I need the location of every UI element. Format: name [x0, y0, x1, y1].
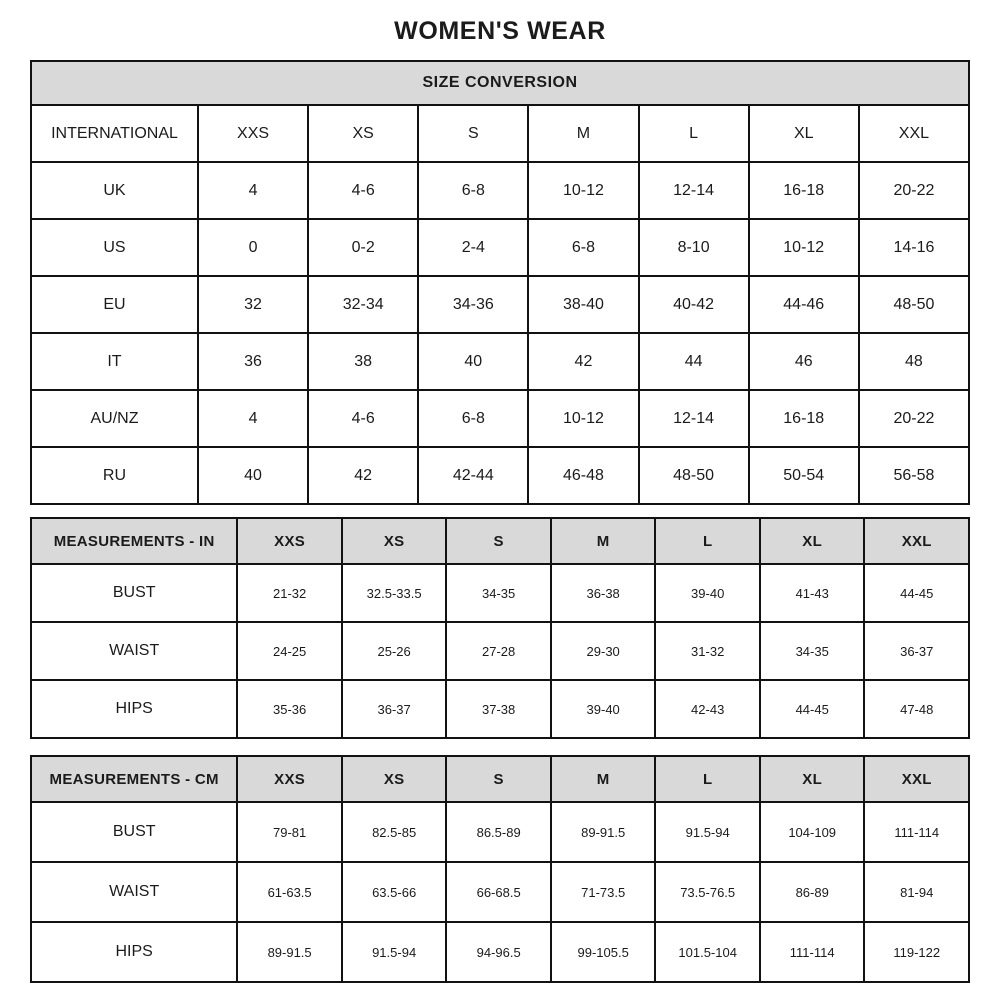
value-cell: 4-6: [308, 390, 418, 447]
value-cell: 48-50: [639, 447, 749, 504]
size-column-header: XL: [760, 518, 865, 564]
value-cell: 48-50: [859, 276, 969, 333]
value-cell: 56-58: [859, 447, 969, 504]
value-cell: 46: [749, 333, 859, 390]
measurements-cm-body: [31, 756, 969, 982]
size-column-header: M: [551, 518, 656, 564]
row-label: BUST: [31, 802, 237, 862]
value-cell: 10-12: [749, 219, 859, 276]
value-cell: 89-91.5: [237, 922, 342, 982]
table-row: [31, 922, 969, 982]
value-cell: 39-40: [551, 680, 656, 738]
value-cell: 0-2: [308, 219, 418, 276]
size-column-header: XL: [760, 756, 865, 802]
table-row: [31, 802, 969, 862]
value-cell: 10-12: [528, 390, 638, 447]
table-row: [31, 862, 969, 922]
value-cell: 40: [198, 447, 308, 504]
value-cell: 36: [198, 333, 308, 390]
value-cell: 119-122: [864, 922, 969, 982]
value-cell: 38-40: [528, 276, 638, 333]
value-cell: 73.5-76.5: [655, 862, 760, 922]
row-label: HIPS: [31, 680, 237, 738]
value-cell: 91.5-94: [655, 802, 760, 862]
value-cell: 6-8: [528, 219, 638, 276]
value-cell: 99-105.5: [551, 922, 656, 982]
table-header-row: [31, 518, 969, 564]
value-cell: XL: [749, 105, 859, 162]
row-label: AU/NZ: [31, 390, 198, 447]
row-label: IT: [31, 333, 198, 390]
value-cell: 6-8: [418, 390, 528, 447]
value-cell: 104-109: [760, 802, 865, 862]
value-cell: 4: [198, 390, 308, 447]
value-cell: 21-32: [237, 564, 342, 622]
value-cell: 32-34: [308, 276, 418, 333]
value-cell: 24-25: [237, 622, 342, 680]
size-column-header: M: [551, 756, 656, 802]
value-cell: 35-36: [237, 680, 342, 738]
size-column-header: XXS: [237, 756, 342, 802]
row-label: HIPS: [31, 922, 237, 982]
value-cell: 44-46: [749, 276, 859, 333]
size-column-header: XS: [342, 518, 447, 564]
value-cell: 89-91.5: [551, 802, 656, 862]
value-cell: 50-54: [749, 447, 859, 504]
row-label: US: [31, 219, 198, 276]
value-cell: 10-12: [528, 162, 638, 219]
value-cell: 111-114: [760, 922, 865, 982]
value-cell: 0: [198, 219, 308, 276]
value-cell: 32: [198, 276, 308, 333]
value-cell: 42: [308, 447, 418, 504]
size-column-header: XXL: [864, 518, 969, 564]
value-cell: 40-42: [639, 276, 749, 333]
value-cell: 42-43: [655, 680, 760, 738]
value-cell: 6-8: [418, 162, 528, 219]
size-column-header: XS: [342, 756, 447, 802]
value-cell: 16-18: [749, 162, 859, 219]
row-label: RU: [31, 447, 198, 504]
value-cell: 79-81: [237, 802, 342, 862]
value-cell: 4-6: [308, 162, 418, 219]
row-label: EU: [31, 276, 198, 333]
value-cell: 25-26: [342, 622, 447, 680]
value-cell: S: [418, 105, 528, 162]
value-cell: 12-14: [639, 390, 749, 447]
value-cell: 34-36: [418, 276, 528, 333]
value-cell: 36-38: [551, 564, 656, 622]
value-cell: 86-89: [760, 862, 865, 922]
value-cell: 61-63.5: [237, 862, 342, 922]
row-label: INTERNATIONAL: [31, 105, 198, 162]
measurements-in-table: [30, 517, 970, 739]
row-label: UK: [31, 162, 198, 219]
value-cell: 42-44: [418, 447, 528, 504]
measurements-in-body: [31, 518, 969, 738]
value-cell: 12-14: [639, 162, 749, 219]
value-cell: 63.5-66: [342, 862, 447, 922]
value-cell: 8-10: [639, 219, 749, 276]
table-row: [31, 105, 969, 162]
value-cell: 20-22: [859, 390, 969, 447]
value-cell: 101.5-104: [655, 922, 760, 982]
measurements-cm-table: [30, 755, 970, 983]
value-cell: 86.5-89: [446, 802, 551, 862]
table-title: MEASUREMENTS - CM: [31, 756, 237, 802]
value-cell: 20-22: [859, 162, 969, 219]
size-column-header: S: [446, 518, 551, 564]
size-column-header: XXL: [864, 756, 969, 802]
value-cell: XS: [308, 105, 418, 162]
table-title: SIZE CONVERSION: [31, 61, 969, 105]
value-cell: 36-37: [864, 622, 969, 680]
page-title: WOMEN'S WEAR: [394, 17, 606, 45]
value-cell: 46-48: [528, 447, 638, 504]
table-row: [31, 622, 969, 680]
value-cell: 31-32: [655, 622, 760, 680]
value-cell: 34-35: [760, 622, 865, 680]
table-row: [31, 219, 969, 276]
value-cell: 44-45: [864, 564, 969, 622]
value-cell: L: [639, 105, 749, 162]
table-row: [31, 447, 969, 504]
value-cell: 41-43: [760, 564, 865, 622]
value-cell: 66-68.5: [446, 862, 551, 922]
size-column-header: S: [446, 756, 551, 802]
size-conversion-table: [30, 60, 970, 505]
value-cell: 91.5-94: [342, 922, 447, 982]
value-cell: 71-73.5: [551, 862, 656, 922]
value-cell: 40: [418, 333, 528, 390]
size-column-header: XXS: [237, 518, 342, 564]
value-cell: 94-96.5: [446, 922, 551, 982]
value-cell: 38: [308, 333, 418, 390]
value-cell: 36-37: [342, 680, 447, 738]
value-cell: XXS: [198, 105, 308, 162]
value-cell: 42: [528, 333, 638, 390]
value-cell: 2-4: [418, 219, 528, 276]
value-cell: 81-94: [864, 862, 969, 922]
table-row: [31, 162, 969, 219]
table-header-row: [31, 756, 969, 802]
value-cell: 4: [198, 162, 308, 219]
table-row: [31, 333, 969, 390]
table-title: MEASUREMENTS - IN: [31, 518, 237, 564]
value-cell: 39-40: [655, 564, 760, 622]
table-header-row: [31, 61, 969, 105]
value-cell: 37-38: [446, 680, 551, 738]
value-cell: 29-30: [551, 622, 656, 680]
value-cell: 47-48: [864, 680, 969, 738]
row-label: BUST: [31, 564, 237, 622]
value-cell: XXL: [859, 105, 969, 162]
value-cell: M: [528, 105, 638, 162]
value-cell: 44-45: [760, 680, 865, 738]
size-column-header: L: [655, 518, 760, 564]
value-cell: 34-35: [446, 564, 551, 622]
table-row: [31, 680, 969, 738]
table-row: [31, 276, 969, 333]
value-cell: 82.5-85: [342, 802, 447, 862]
size-conversion-body: [31, 61, 969, 504]
size-column-header: L: [655, 756, 760, 802]
table-row: [31, 390, 969, 447]
row-label: WAIST: [31, 862, 237, 922]
value-cell: 48: [859, 333, 969, 390]
value-cell: 111-114: [864, 802, 969, 862]
value-cell: 44: [639, 333, 749, 390]
value-cell: 32.5-33.5: [342, 564, 447, 622]
value-cell: 27-28: [446, 622, 551, 680]
value-cell: 16-18: [749, 390, 859, 447]
value-cell: 14-16: [859, 219, 969, 276]
table-row: [31, 564, 969, 622]
row-label: WAIST: [31, 622, 237, 680]
